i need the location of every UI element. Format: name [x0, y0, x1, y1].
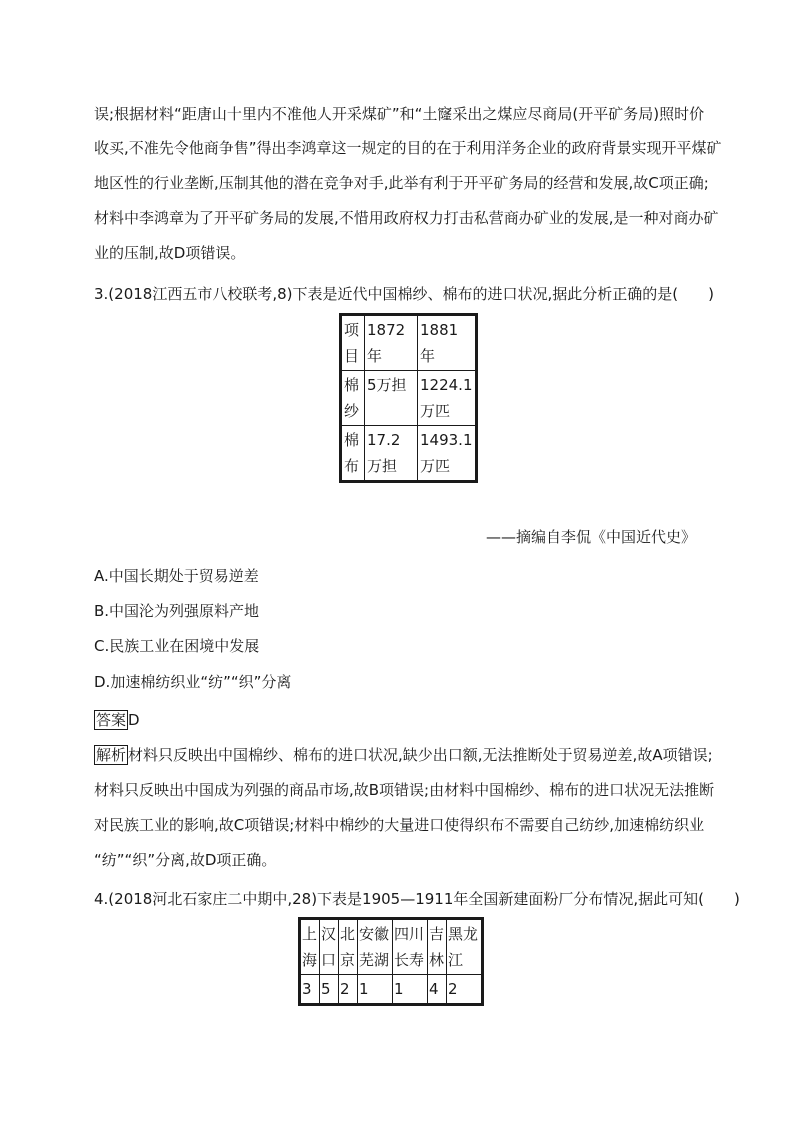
analysis-line: 对民族工业的影响,故C项错误;材料中棉纱的大量进口使得织布不需要自己纺纱,加速棉纺织业 — [94, 816, 705, 834]
table-cell: 2 — [447, 975, 483, 1005]
table-cell: 1493.1万匹 — [418, 426, 477, 482]
table-cell: 棉布 — [341, 426, 365, 482]
table-cell: 汉口 — [320, 919, 339, 975]
analysis-text: 材料只反映出中国棉纱、棉布的进口状况,缺少出口额,无法推断处于贸易逆差,故A项错误; — [128, 746, 713, 764]
question-4-stem: 4.(2018河北石家庄二中期中,28)下表是1905—1911年全国新建面粉厂分布情况,据此可知( ) — [94, 890, 740, 908]
table-cell: 17.2万担 — [365, 426, 418, 482]
analysis-label: 解析 — [96, 746, 127, 764]
table-cell: 1224.1万匹 — [418, 371, 477, 426]
table-row — [341, 371, 477, 426]
table-row — [341, 426, 477, 482]
table-row — [341, 315, 477, 371]
option-a: A.中国长期处于贸易逆差 — [94, 567, 259, 585]
analysis-line: 地区性的行业垄断,压制其他的潜在竞争对手,此举有利于开平矿务局的经营和发展,故C项正确; — [94, 174, 709, 192]
source-citation: ——摘编自李侃《中国近代史》 — [485, 528, 696, 546]
table-row — [300, 975, 483, 1005]
table-cell: 3 — [300, 975, 320, 1005]
analysis-line — [94, 745, 713, 765]
analysis-line: 业的压制,故D项错误。 — [94, 244, 246, 262]
answer-label: 答案 — [96, 711, 127, 729]
question-3-stem: 3.(2018江西五市八校联考,8)下表是近代中国棉纱、棉布的进口状况,据此分析正确的是( ) — [94, 285, 714, 303]
table-cell: 四川长寿 — [393, 919, 428, 975]
table-cell: 安徽芜湖 — [358, 919, 393, 975]
table-cell: 1 — [358, 975, 393, 1005]
answer-line — [94, 710, 140, 730]
table-cell: 1872年 — [365, 315, 418, 371]
import-table — [339, 313, 478, 483]
table-cell: 棉纱 — [341, 371, 365, 426]
table-cell: 5 — [320, 975, 339, 1005]
option-b: B.中国沦为列强原料产地 — [94, 602, 260, 620]
table-cell: 2 — [339, 975, 358, 1005]
table-cell: 5万担 — [365, 371, 418, 426]
analysis-line: “纺”“织”分离,故D项正确。 — [94, 851, 277, 869]
analysis-line: 收买,不准先令他商争售”得出李鸿章这一规定的目的在于利用洋务企业的政府背景实现开平煤矿 — [94, 139, 722, 157]
option-d: D.加速棉纺织业“纺”“织”分离 — [94, 673, 292, 691]
table-cell: 黑龙江 — [447, 919, 483, 975]
analysis-line: 材料中李鸿章为了开平矿务局的发展,不惜用政府权力打击私营商办矿业的发展,是一种对商办矿 — [94, 209, 719, 227]
option-c: C.民族工业在困境中发展 — [94, 637, 260, 655]
table-cell: 1 — [393, 975, 428, 1005]
analysis-line: 误;根据材料“距唐山十里内不准他人开采煤矿”和“土窿采出之煤应尽商局(开平矿务局)照时价 — [94, 105, 705, 123]
answer-value: D — [128, 711, 140, 729]
flour-mill-table — [298, 917, 484, 1006]
table-row — [300, 919, 483, 975]
analysis-line: 材料只反映出中国成为列强的商品市场,故B项错误;由材料中国棉纱、棉布的进口状况无法推断 — [94, 781, 715, 799]
table-cell: 吉林 — [428, 919, 447, 975]
table-cell: 4 — [428, 975, 447, 1005]
table-cell: 上海 — [300, 919, 320, 975]
table-cell: 1881年 — [418, 315, 477, 371]
table-cell: 项目 — [341, 315, 365, 371]
table-cell: 北京 — [339, 919, 358, 975]
